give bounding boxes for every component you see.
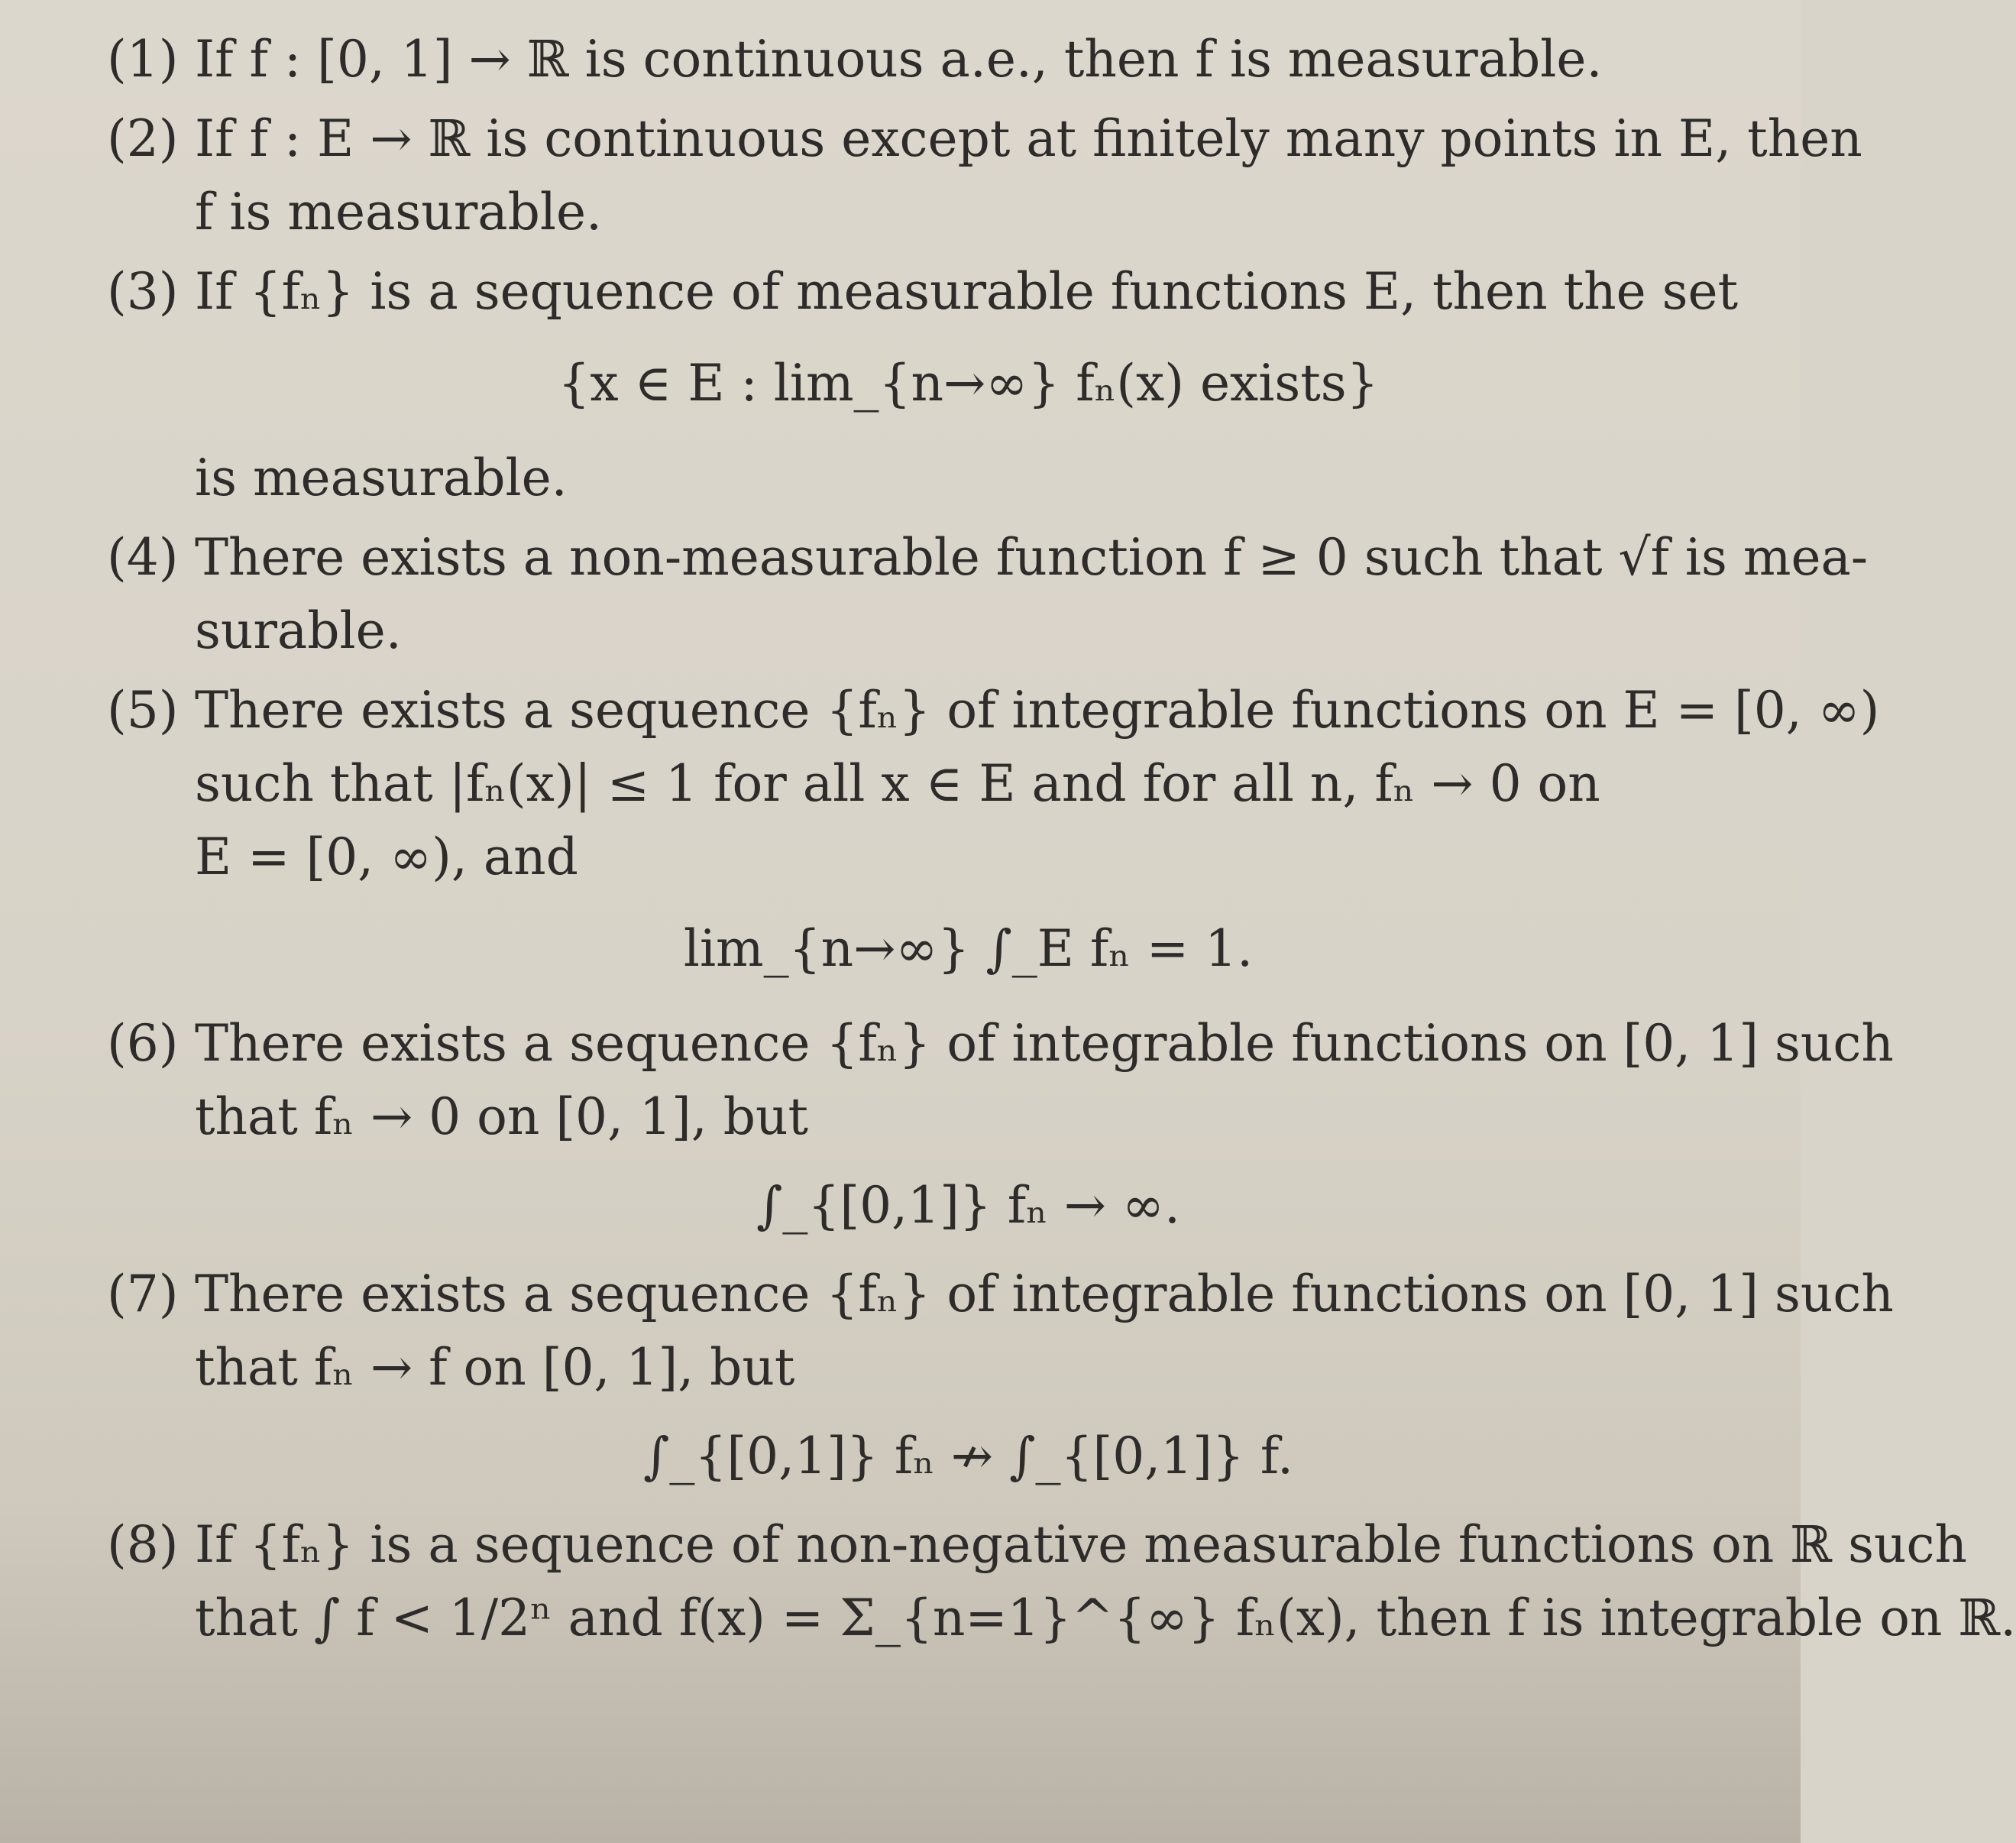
problem-number: (4): [107, 528, 179, 587]
problem-number: (7): [107, 1265, 179, 1323]
problem-4: [107, 521, 1869, 668]
problem-3: [107, 255, 1742, 515]
problem-text-line: There exists a sequence {fₙ} of integrable functions on E = [0, ∞): [195, 681, 1880, 740]
problem-1: [107, 23, 1742, 96]
problem-text-line: that ∫ f < 1/2ⁿ and f(x) = Σ_{n=1}^{∞} fₙ(x), then f is integrable on ℝ.: [195, 1589, 2016, 1647]
problem-list: [107, 23, 2016, 1661]
problem-text-line: E = [0, ∞), and: [195, 828, 578, 886]
problem-2: [107, 102, 1862, 249]
problem-text-line: If {fₙ} is a sequence of measurable functions E, then the set: [195, 262, 1739, 321]
display-formula: ∫_{[0,1]} fₙ ↛ ∫_{[0,1]} f.: [643, 1427, 1293, 1485]
problem-number: (3): [107, 262, 179, 321]
problem-number: (6): [107, 1014, 179, 1073]
problem-text-line: surable.: [195, 601, 402, 660]
problem-text-line: If {fₙ} is a sequence of non-negative measurable functions on ℝ such: [195, 1515, 1967, 1574]
problem-text-line: There exists a sequence {fₙ} of integrable functions on [0, 1] such: [195, 1265, 1894, 1323]
problem-6: [107, 1007, 1894, 1242]
problem-text-line: is measurable.: [195, 449, 568, 507]
problem-text-line: f is measurable.: [195, 183, 603, 241]
problem-text-line: such that |fₙ(x)| ≤ 1 for all x ∈ E and for all n, fₙ → 0 on: [195, 754, 1600, 813]
problem-number: (5): [107, 681, 179, 740]
problem-number: (1): [107, 30, 179, 89]
problem-text-line: that fₙ → f on [0, 1], but: [195, 1338, 795, 1397]
problem-7: [107, 1258, 1894, 1493]
problem-8: [107, 1508, 2016, 1655]
problem-text-line: If f : [0, 1] → ℝ is continuous a.e., then f is measurable.: [195, 30, 1603, 89]
problem-5: [107, 674, 1880, 986]
problem-text-line: There exists a non-measurable function f ≥ 0 such that √f is mea-: [195, 528, 1869, 587]
problem-text-line: If f : E → ℝ is continuous except at finitely many points in E, then: [195, 109, 1862, 168]
problem-number: (2): [107, 109, 179, 168]
problem-number: (8): [107, 1515, 179, 1574]
display-formula: {x ∈ E : lim_{n→∞} fₙ(x) exists}: [558, 354, 1379, 413]
problem-text-line: that fₙ → 0 on [0, 1], but: [195, 1087, 808, 1146]
display-formula: ∫_{[0,1]} fₙ → ∞.: [756, 1176, 1180, 1235]
display-formula: lim_{n→∞} ∫_E fₙ = 1.: [683, 919, 1254, 978]
problem-text-line: There exists a sequence {fₙ} of integrable functions on [0, 1] such: [195, 1014, 1894, 1073]
